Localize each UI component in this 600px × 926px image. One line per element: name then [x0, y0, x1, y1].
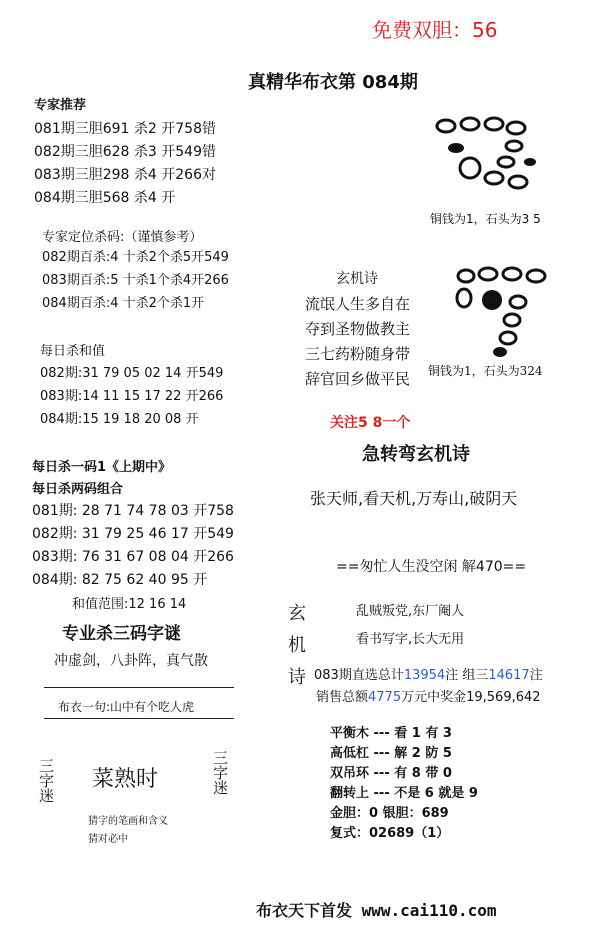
- sales-label: 注: [529, 668, 543, 683]
- poem-line: 夺到圣物做教主: [305, 320, 411, 338]
- riddle-tag-right: 三字迷: [211, 750, 229, 795]
- sum-range: 和值范围:12 16 14: [72, 597, 187, 612]
- sales-line-1: [314, 664, 543, 683]
- coin-stone-image: [430, 108, 570, 198]
- daily-sum-heading: 每日杀和值: [40, 344, 106, 359]
- coin-caption-2: 铜钱为1，石头为324: [428, 364, 543, 378]
- focus-label: 关注5 8一个: [330, 415, 411, 431]
- side-char: 玄: [288, 603, 306, 624]
- list-item: 金胆：0 银胆：689: [330, 806, 449, 821]
- xuanji-line-1: 乱贼叛党,东厂阉人: [356, 604, 465, 619]
- tips-list: [330, 724, 478, 844]
- riddle-heading: 专业杀三码字谜: [62, 624, 181, 644]
- riddle-poem-line: 张天师,看天机,万寿山,破阴天: [310, 489, 518, 508]
- daily-sum-list: [40, 362, 223, 431]
- poem-line: 三七药粉随身带: [305, 345, 411, 363]
- divider: [44, 718, 234, 719]
- coin-stone-image: [452, 262, 572, 358]
- list-item: 平衡木 --- 看 1 有 3: [330, 726, 452, 741]
- poem-line: 辞官回乡做平民: [305, 370, 411, 388]
- divider: [44, 687, 234, 688]
- side-char: 机: [288, 635, 306, 656]
- poem-lines: [305, 292, 410, 392]
- riddle-poem-heading: 急转弯玄机诗: [362, 444, 470, 465]
- list-item: 084期三胆568 杀4 开: [34, 190, 176, 206]
- poem-heading: 玄机诗: [336, 271, 378, 287]
- riddle-line: 冲虚剑，八卦阵，真气散: [54, 653, 208, 669]
- list-item: 081期: 28 71 74 78 03 开758: [32, 503, 234, 519]
- buyi-sentence: 布衣一句:山中有个吃人虎: [58, 700, 195, 714]
- page-title: 真精华布衣第 084期: [248, 72, 418, 93]
- list-item: 翻转上 --- 不是 6 就是 9: [330, 786, 478, 801]
- position-kill-heading: 专家定位杀码:（谨慎参考）: [42, 230, 203, 245]
- list-item: 084期:15 19 18 20 08 开: [40, 412, 199, 427]
- list-item: 084期: 82 75 62 40 95 开: [32, 572, 208, 588]
- daily-two-list: [32, 500, 234, 592]
- sales-label: 注 组三: [445, 668, 489, 683]
- list-item: 081期三胆691 杀2 开758错: [34, 121, 216, 137]
- sales-value: 14617: [488, 668, 530, 683]
- list-item: 复式：02689（1）: [330, 826, 450, 841]
- riddle-main: 菜熟时: [92, 767, 159, 792]
- list-item: 083期三胆298 杀4 开266对: [34, 167, 216, 183]
- sales-value: 13954: [403, 668, 446, 683]
- list-item: 082期三胆628 杀3 开549错: [34, 144, 216, 160]
- riddle-note-1: 猜字的笔画和含义: [88, 816, 168, 827]
- sales-label: 083期直选总计: [314, 668, 404, 683]
- list-item: 082期: 31 79 25 46 17 开549: [32, 526, 234, 542]
- riddle-tag-left: 三字迷: [37, 758, 55, 803]
- list-item: 083期:14 11 15 17 22 开266: [40, 389, 224, 404]
- daily-one-heading: 每日杀一码1《上期中》: [32, 460, 172, 475]
- list-item: 084期百杀:4 十杀2个杀1开: [42, 296, 205, 311]
- list-item: 082期:31 79 05 02 14 开549: [40, 366, 224, 381]
- position-kill-list: [42, 246, 229, 315]
- list-item: 高低杠 --- 解 2 防 5: [330, 746, 452, 761]
- riddle-note-2: 猜对必中: [88, 834, 128, 845]
- solution-phrase: ==匆忙人生没空闲 解470==: [336, 559, 527, 575]
- xuanji-line-2: 看书写字,长大无用: [356, 632, 465, 647]
- expert-list: [34, 118, 216, 210]
- daily-two-heading: 每日杀两码组合: [32, 482, 124, 497]
- coin-caption-1: 铜钱为1，石头为3 5: [430, 212, 541, 226]
- xuanji-side-label: [288, 598, 306, 694]
- sales-value: 4775: [368, 690, 402, 705]
- list-item: 082期百杀:4 十杀2个杀5开549: [42, 250, 229, 265]
- sales-label: 销售总额: [316, 690, 369, 705]
- expert-heading: 专家推荐: [34, 98, 87, 113]
- side-char: 诗: [288, 667, 306, 688]
- free-double-pick: 免费双胆：56: [372, 18, 498, 42]
- sales-label: 万元中奖金19,569,642: [401, 690, 541, 705]
- list-item: 083期百杀:5 十杀1个杀4开266: [42, 273, 229, 288]
- footer-site: 布衣天下首发 www.cai110.com: [256, 901, 497, 920]
- poem-line: 流氓人生多自在: [305, 295, 411, 313]
- sales-line-2: [316, 686, 541, 705]
- list-item: 083期: 76 31 67 08 04 开266: [32, 549, 234, 565]
- list-item: 双吊环 --- 有 8 带 0: [330, 766, 452, 781]
